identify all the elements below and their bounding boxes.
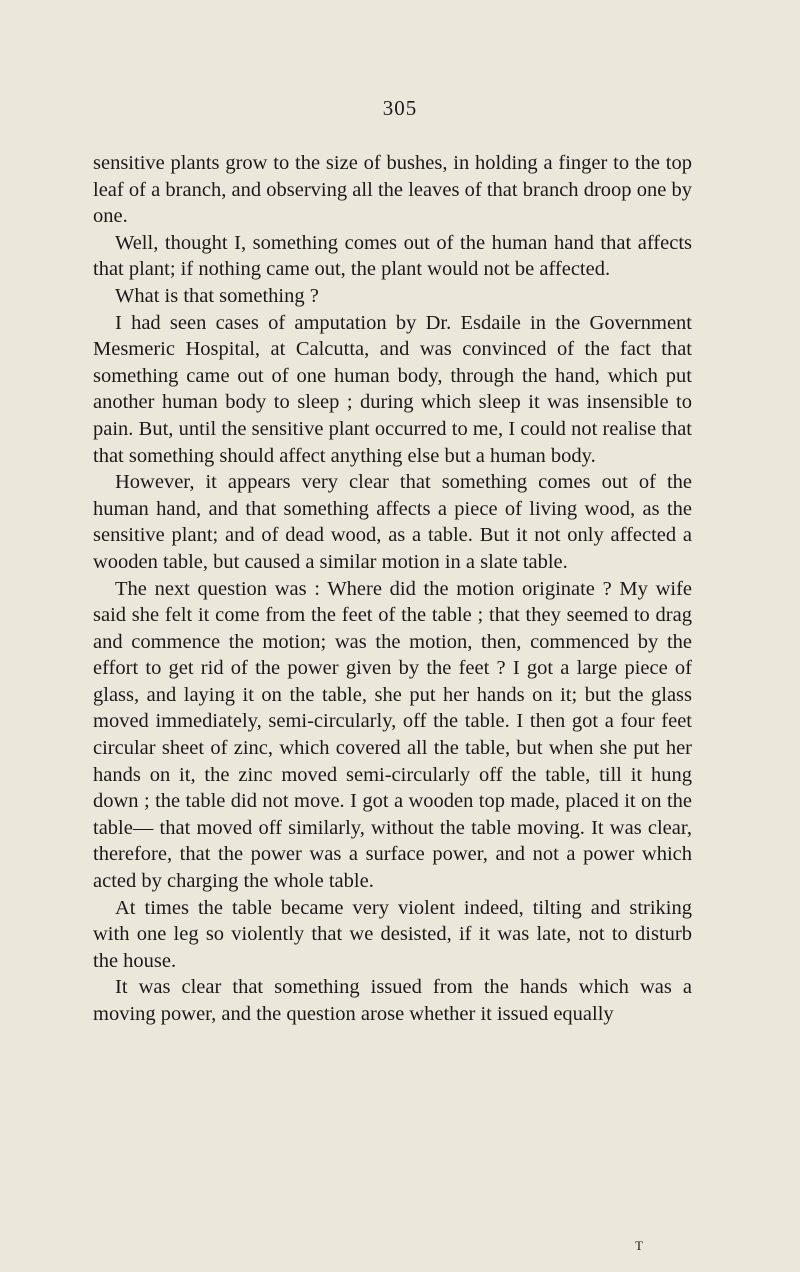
body-text — [93, 150, 692, 1028]
paragraph-6: The next question was : Where did the motion originate ? My wife said she felt it come from the feet of the table ; that they seemed to drag and commence the motion; was the motion, then, commenced by the effort to get rid of the power given by the feet ? I got a large piece of glass, and laying it on the table, she put her hands on it; but the glass moved immediately, semi-circularly, off the table. I then got a four feet circular sheet of zinc, which covered all the table, but when she put her hands on it, the zinc moved semi-circularly off the table, till it hung down ; the table did not move. I got a wooden top made, placed it on the table— that moved off similarly, without the table moving. It was clear, therefore, that the power was a surface power, and not a power which acted by charging the whole table. — [93, 577, 692, 893]
paragraph-4: I had seen cases of amputation by Dr. Esdaile in the Government Mesmeric Hospital, at Calcutta, and was convinced of the fact that something came out of one human body, through the hand, which put another human body to sleep ; during which sleep it was insensible to pain. But, until the sensitive plant occurred to me, I could not realise that that something should affect anything else but a human body. — [93, 311, 692, 467]
page-number: 305 — [382, 96, 418, 120]
signature-mark: T — [635, 1238, 644, 1253]
paragraph-5: However, it appears very clear that something comes out of the human hand, and that something affects a piece of living wood, as the sensitive plant; and of dead wood, as a table. But it not only affected a wooden table, but caused a similar motion in a slate table. — [93, 471, 692, 573]
paragraph-1: sensitive plants grow to the size of bushes, in holding a finger to the top leaf of a branch, and observing all the leaves of that branch droop one by one. — [93, 152, 692, 228]
paragraph-2: Well, thought I, something comes out of the human hand that affects that plant; if nothing came out, the plant would not be affected. — [93, 231, 692, 281]
paragraph-8: It was clear that something issued from the hands which was a moving power, and the question arose whether it issued equally — [93, 976, 692, 1025]
paragraph-7: At times the table became very violent indeed, tilting and striking with one leg so violently that we desisted, if it was late, not to disturb the house. — [93, 896, 692, 972]
paragraph-3: What is that something ? — [115, 284, 319, 307]
